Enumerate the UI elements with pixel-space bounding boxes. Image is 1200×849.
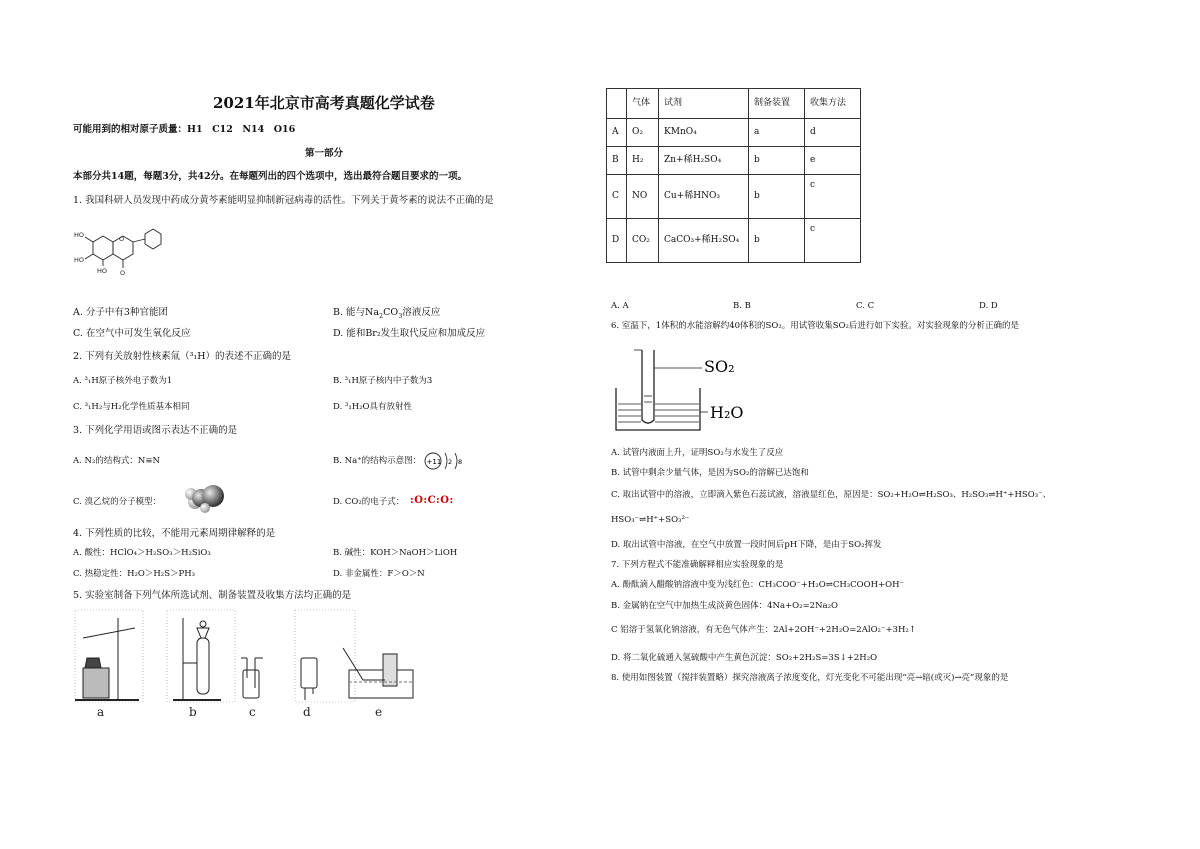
- na-shell-1: 2: [448, 458, 453, 466]
- table-header-cell: [607, 89, 627, 119]
- table-cell: CO₂: [627, 219, 659, 263]
- fig-label-h2o: H₂O: [710, 403, 744, 422]
- baicalein-structure: [73, 220, 183, 280]
- table-header-row: [607, 89, 861, 119]
- q2-option-d: D. ³₁H₂O具有放射性: [333, 402, 413, 412]
- apparatus-label-e: e: [375, 705, 383, 719]
- gas-apparatus-figure: [73, 608, 423, 720]
- q6-option-a: A. 试管内液面上升，证明SO₂与水发生了反应: [611, 448, 784, 458]
- table-cell: d: [805, 119, 861, 147]
- q3-option-b: B. Na⁺的结构示意图：: [333, 456, 422, 466]
- struct-label-ho1: HO: [74, 231, 85, 239]
- q2-option-c: C. ³₁H₂与H₂化学性质基本相同: [73, 402, 190, 412]
- q1-stem: 1. 我国科研人员发现中药成分黄芩素能明显抑制新冠病毒的活性。下列关于黄芩素的说法不正确的是: [73, 195, 494, 206]
- table-cell: D: [607, 219, 627, 263]
- instructions: 本部分共14题，每题3分，共42分。在每题列出的四个选项中，选出最符合题目要求的一项。: [73, 171, 468, 182]
- na-nucleus: +11: [426, 458, 442, 466]
- page-title: 2021年北京市高考真题化学试卷: [213, 94, 435, 112]
- q3-stem: 3. 下列化学用语或图示表达不正确的是: [73, 425, 238, 436]
- fig-label-so2: SO₂: [704, 357, 735, 376]
- q4-stem: 4. 下列性质的比较，不能用元素周期律解释的是: [73, 528, 276, 539]
- q4-option-c: C. 热稳定性：H₂O＞H₂S＞PH₃: [73, 569, 196, 579]
- q5-option-a: A. A: [611, 301, 629, 311]
- q3-option-d: D. CO₂的电子式：: [333, 497, 405, 507]
- struct-label-ho2: HO: [74, 256, 85, 264]
- q7-option-a: A. 酚酞滴入醋酸钠溶液中变为浅红色：CH₃COO⁻+H₂O⇌CH₃COOH+OH⁻: [611, 580, 904, 590]
- table-cell: A: [607, 119, 627, 147]
- q5-option-b: B. B: [733, 301, 751, 311]
- table-row: [607, 147, 861, 175]
- q6-stem: 6. 室温下，1体积的水能溶解约40体积的SO₂。用试管收集SO₂后进行如下实验。对实验现象的分析正确的是: [611, 321, 1019, 331]
- table-cell: c: [805, 219, 861, 263]
- q7-option-d: D. 将二氧化硫通入氢硫酸中产生黄色沉淀：SO₂+2H₂S=3S↓+2H₂O: [611, 653, 878, 663]
- q2-option-a: A. ³₁H原子核外电子数为1: [73, 376, 173, 386]
- q7-option-c: C 铝溶于氢氧化钠溶液，有无色气体产生：2Al+2OH⁻+2H₂O=2AlO₂⁻+3H₂↑: [611, 625, 916, 635]
- q2-option-b: B. ³₁H原子核内中子数为3: [333, 376, 433, 386]
- struct-label-ho3: HO: [97, 267, 108, 275]
- table-header-cell: 收集方法: [805, 89, 861, 119]
- q1-option-c: C. 在空气中可发生氧化反应: [73, 328, 191, 339]
- table-cell: Cu+稀HNO₃: [659, 175, 749, 219]
- table-cell: a: [749, 119, 805, 147]
- q5-option-d: D. D: [979, 301, 998, 311]
- table-cell: b: [749, 147, 805, 175]
- apparatus-label-c: c: [249, 705, 256, 719]
- table-cell: B: [607, 147, 627, 175]
- atomic-mass-line: 可能用到的相对原子质量：H1 C12 N14 O16: [73, 124, 296, 135]
- q5-stem: 5. 实验室制备下列气体所选试剂、制备装置及收集方法均正确的是: [73, 590, 352, 601]
- apparatus-label-d: d: [303, 705, 311, 719]
- table-cell: KMnO₄: [659, 119, 749, 147]
- table-header-cell: 气体: [627, 89, 659, 119]
- q4-option-a: A. 酸性：HClO₄＞H₂SO₃＞H₂SiO₃: [73, 548, 211, 558]
- table-cell: e: [805, 147, 861, 175]
- q7-stem: 7. 下列方程式不能准确解释相应实验现象的是: [611, 560, 784, 570]
- table-header-cell: 试剂: [659, 89, 749, 119]
- part-title: 第一部分: [305, 148, 344, 159]
- table-row: [607, 175, 861, 219]
- q6-option-c-cont: HSO₃⁻⇌H⁺+SO₃²⁻: [611, 515, 690, 525]
- q7-option-b: B. 金属钠在空气中加热生成淡黄色固体：4Na+O₂=2Na₂O: [611, 601, 838, 611]
- q1-option-d: D. 能和Br₂发生取代反应和加成反应: [333, 328, 486, 339]
- table-row: [607, 119, 861, 147]
- q2-stem: 2. 下列有关放射性核素氚（³₁H）的表述不正确的是: [73, 351, 291, 362]
- apparatus-label-a: a: [97, 705, 105, 719]
- na-ion-diagram: [423, 450, 471, 472]
- q1-option-a: A. 分子中有3种官能团: [73, 307, 168, 318]
- table-cell: Zn+稀H₂SO₄: [659, 147, 749, 175]
- bromoethane-model: [181, 482, 229, 514]
- q6-option-b: B. 试管中剩余少量气体，是因为SO₂的溶解已达饱和: [611, 468, 809, 478]
- table-cell: c: [805, 175, 861, 219]
- table-cell: H₂: [627, 147, 659, 175]
- struct-label-o: O: [119, 235, 125, 243]
- q8-stem: 8. 使用如图装置（搅拌装置略）探究溶液离子浓度变化，灯光变化不可能出现“亮→暗(或灭)→亮”现象的是: [611, 673, 1009, 683]
- q4-option-b: B. 碱性：KOH＞NaOH＞LiOH: [333, 548, 458, 558]
- q5-option-c: C. C: [856, 301, 875, 311]
- q6-option-d: D. 取出试管中溶液，在空气中放置一段时间后pH下降，是由于SO₂挥发: [611, 540, 882, 550]
- q1-option-b: B. 能与$Na_2CO_3$溶液反应: [333, 307, 441, 320]
- apparatus-label-b: b: [189, 705, 197, 719]
- q3-option-a: A. N₂的结构式：N≡N: [73, 456, 160, 466]
- q3-option-c: C. 溴乙烷的分子模型：: [73, 497, 162, 507]
- table-cell: C: [607, 175, 627, 219]
- table-row: [607, 219, 861, 263]
- table-cell: O₂: [627, 119, 659, 147]
- so2-tube-figure: [614, 346, 764, 432]
- na-shell-2: 8: [458, 458, 463, 466]
- struct-label-o2: O: [120, 269, 126, 277]
- table-cell: NO: [627, 175, 659, 219]
- q6-option-c: C. 取出试管中的溶液，立即滴入紫色石蕊试液，溶液显红色，原因是：SO₂+H₂O⇌H₂SO₃、H₂SO₃⇌H⁺+HSO₃⁻、: [611, 490, 1052, 500]
- co2-electron-formula: :O:C:O:: [410, 495, 454, 506]
- table-cell: CaCO₃+稀H₂SO₄: [659, 219, 749, 263]
- gas-prep-table: [606, 88, 861, 263]
- table-cell: b: [749, 219, 805, 263]
- q4-option-d: D. 非金属性：F＞O＞N: [333, 569, 425, 579]
- table-cell: b: [749, 175, 805, 219]
- table-header-cell: 制备装置: [749, 89, 805, 119]
